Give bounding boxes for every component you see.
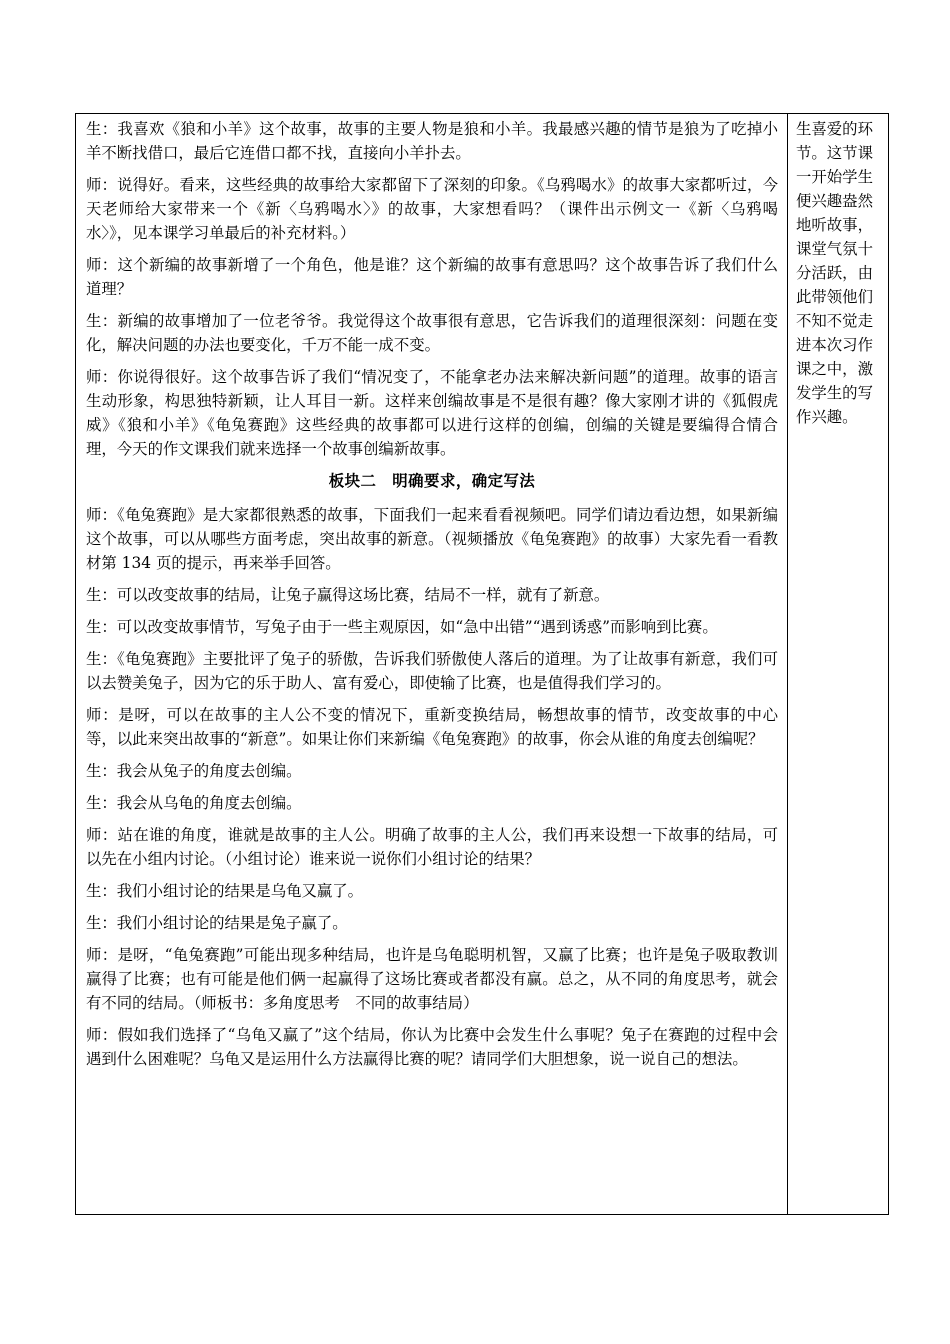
lesson-content-column xyxy=(86,117,778,1079)
paragraph: 师：你说得很好。这个故事告诉了我们“情况变了，不能拿老办法来解决新问题”的道理。故事的语言生动形象，构思独特新颖，让人耳目一新。这样来创编故事是不是很有趣？像大家刚才讲的《狐假虎威》《狼和小羊》《龟兔赛跑》这些经典的故事都可以进行这样的创编，创编的关键是要编得合情合理，今天的作文课我们就来选择一个故事创编新故事。 xyxy=(86,368,778,458)
paragraph: 生：新编的故事增加了一位老爷爷。我觉得这个故事很有意思，它告诉我们的道理很深刻：问题在变化，解决问题的办法也要变化，千万不能一成不变。 xyxy=(86,312,778,354)
paragraph: 师：假如我们选择了“乌龟又赢了”这个结局，你认为比赛中会发生什么事呢？兔子在赛跑的过程中会遇到什么困难呢？乌龟又是运用什么方法赢得比赛的呢？请同学们大胆想象，说一说自己的想法。 xyxy=(86,1026,778,1068)
paragraph: 生：我们小组讨论的结果是乌龟又赢了。 xyxy=(86,882,364,900)
paragraph: 师：是呀，可以在故事的主人公不变的情况下，重新变换结局，畅想故事的情节，改变故事的中心等，以此来突出故事的“新意”。如果让你们来新编《龟兔赛跑》的故事，你会从谁的角度去创编呢？ xyxy=(86,706,778,748)
side-note-column xyxy=(796,117,876,429)
section-heading: 板块二 明确要求，确定写法 xyxy=(328,472,536,490)
paragraph: 生：可以改变故事情节，写兔子由于一些主观原因，如“急中出错”“遇到诱惑”而影响到比赛。 xyxy=(86,618,718,636)
paragraph: 生：我会从兔子的角度去创编。 xyxy=(86,762,302,780)
paragraph: 师：这个新编的故事新增了一个角色，他是谁？这个新编的故事有意思吗？这个故事告诉了我们什么道理？ xyxy=(86,256,778,298)
side-note-text: 生喜爱的环节。这节课一开始学生便兴趣盎然地听故事，课堂气氛十分活跃，由此带领他们不知不觉走进本次习作课之中，激发学生的写作兴趣。 xyxy=(796,120,873,426)
lesson-table xyxy=(75,113,889,1215)
paragraph: 师：站在谁的角度，谁就是故事的主人公。明确了故事的主人公，我们再来设想一下故事的结局，可以先在小组内讨论。（小组讨论）谁来说一说你们小组讨论的结果？ xyxy=(86,826,778,868)
paragraph: 生：《龟兔赛跑》主要批评了兔子的骄傲，告诉我们骄傲使人落后的道理。为了让故事有新意，我们可以去赞美兔子，因为它的乐于助人、富有爱心，即使输了比赛，也是值得我们学习的。 xyxy=(86,650,778,692)
paragraph: 生：可以改变故事的结局，让兔子赢得这场比赛，结局不一样，就有了新意。 xyxy=(86,586,610,604)
paragraph: 师：《龟兔赛跑》是大家都很熟悉的故事，下面我们一起来看看视频吧。同学们请边看边想，如果新编这个故事，可以从哪些方面考虑，突出故事的新意。（视频播放《龟兔赛跑》的故事）大家先看一看教材第 134 页的提示，再来举手回答。 xyxy=(86,506,778,572)
paragraph: 师：是呀，“龟兔赛跑”可能出现多种结局，也许是乌龟聪明机智，又赢了比赛；也许是兔子吸取教训赢得了比赛；也有可能是他们俩一起赢得了这场比赛或者都没有赢。总之，从不同的角度思考，就会有不同的结局。（师板书：多角度思考 不同的故事结局） xyxy=(86,946,778,1012)
paragraph: 生：我们小组讨论的结果是兔子赢了。 xyxy=(86,914,348,932)
column-divider xyxy=(787,114,788,1214)
paragraph: 师：说得好。看来，这些经典的故事给大家都留下了深刻的印象。《乌鸦喝水》的故事大家都听过，今天老师给大家带来一个《新〈乌鸦喝水〉》的故事，大家想看吗？（课件出示例文一《新〈乌鸦喝水〉》，见本课学习单最后的补充材料。） xyxy=(86,176,778,242)
paragraph: 生：我会从乌龟的角度去创编。 xyxy=(86,794,302,812)
paragraph: 生：我喜欢《狼和小羊》这个故事，故事的主要人物是狼和小羊。我最感兴趣的情节是狼为了吃掉小羊不断找借口，最后它连借口都不找，直接向小羊扑去。 xyxy=(86,120,778,162)
